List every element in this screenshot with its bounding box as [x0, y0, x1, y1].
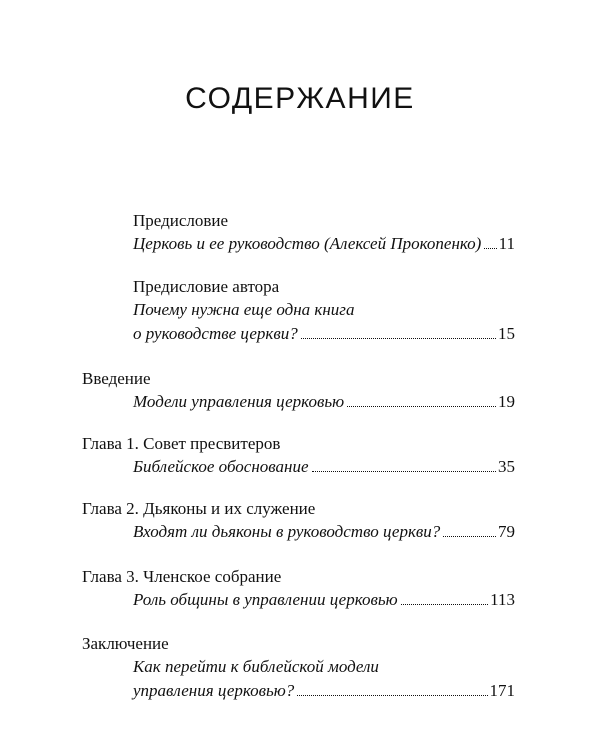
entry-title-continued: управления церковью?: [133, 681, 295, 700]
entry-title: Как перейти к библейской модели: [133, 657, 379, 676]
toc-entry-author-foreword[interactable]: [133, 276, 515, 346]
entry-title: Входят ли дьяконы в руководство церкви?: [133, 522, 441, 541]
entry-title-continued: о руководстве церкви?: [133, 324, 298, 343]
entry-heading: Предисловие: [133, 211, 229, 230]
page-number: 15: [498, 324, 515, 343]
dot-leader: [484, 248, 496, 249]
entry-heading: Глава 2. Дьяконы и их служение: [82, 499, 316, 518]
entry-title: Модели управления церковью: [133, 392, 345, 411]
entry-title: Роль общины в управлении церковью: [133, 590, 398, 609]
entry-heading: Глава 1. Совет пресвитеров: [82, 434, 281, 453]
entry-title-line: [82, 520, 515, 544]
page-number: 11: [498, 234, 515, 253]
entry-title-line: [82, 679, 515, 703]
toc-entry-chapter-1[interactable]: [82, 433, 515, 479]
entry-title-line: [82, 390, 515, 414]
entry-title-line: [82, 455, 515, 479]
entry-title: Библейское обоснование: [133, 457, 309, 476]
entry-title-line: [133, 322, 515, 346]
page-number: 113: [490, 590, 515, 609]
toc-entry-chapter-3[interactable]: [82, 566, 515, 612]
dot-leader: [301, 338, 496, 339]
page-number: 171: [489, 681, 515, 700]
dot-leader: [401, 604, 489, 605]
entry-heading: Заключение: [82, 634, 169, 653]
page-number: 79: [498, 522, 515, 541]
entry-heading: Предисловие автора: [133, 277, 280, 296]
entry-title-line: [82, 588, 515, 612]
entry-title-line: [133, 232, 515, 256]
entry-title: Почему нужна еще одна книга: [133, 300, 355, 319]
dot-leader: [347, 406, 496, 407]
toc-entry-foreword[interactable]: [133, 210, 515, 256]
toc-entry-chapter-2[interactable]: [82, 498, 515, 544]
page-number: 35: [498, 457, 515, 476]
entry-title: Церковь и ее руководство (Алексей Прокопенко): [133, 234, 482, 253]
page-number: 19: [498, 392, 515, 411]
dot-leader: [297, 695, 487, 696]
toc-entry-conclusion[interactable]: [82, 633, 515, 703]
entry-heading: Глава 3. Членское собрание: [82, 567, 282, 586]
toc-entry-introduction[interactable]: [82, 368, 515, 414]
dot-leader: [443, 536, 496, 537]
page-title: СОДЕРЖАНИЕ: [185, 82, 415, 115]
entry-heading: Введение: [82, 369, 151, 388]
dot-leader: [312, 471, 496, 472]
